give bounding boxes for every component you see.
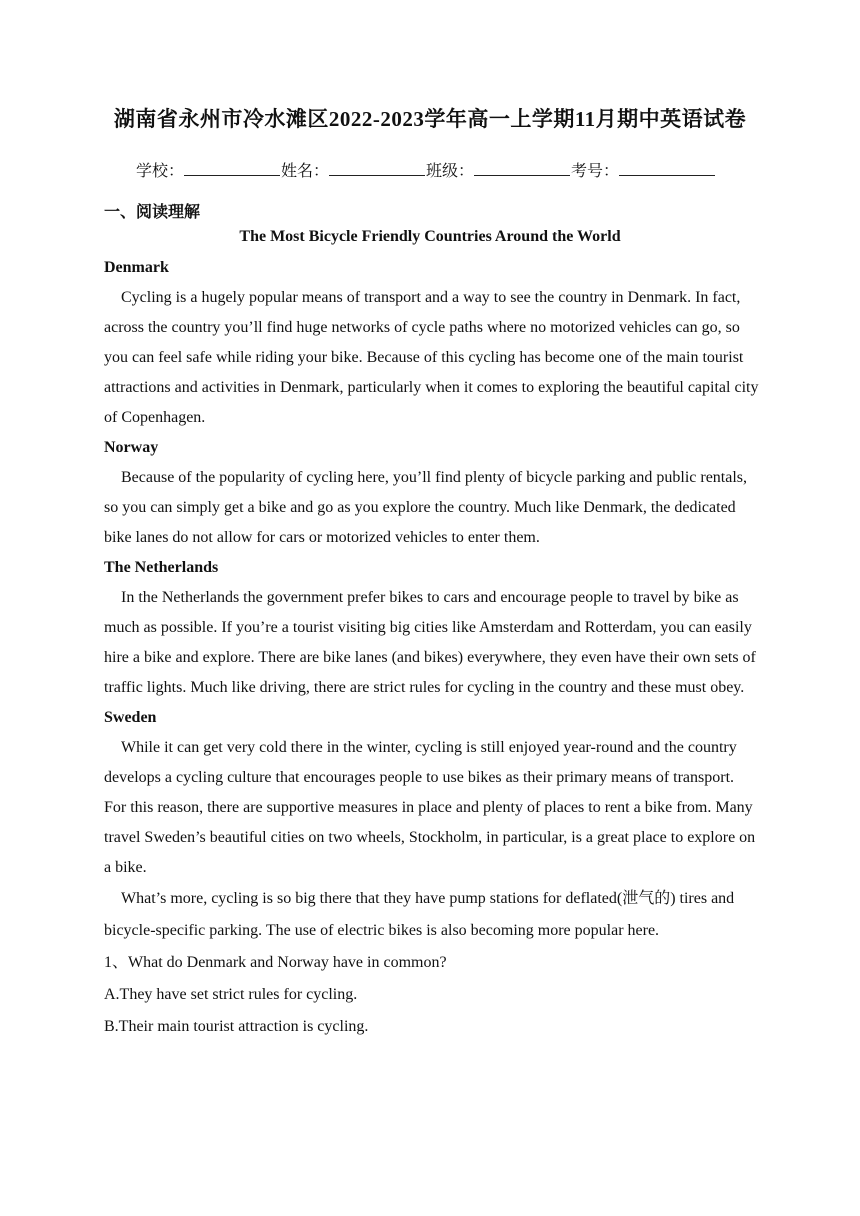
sweden-paragraph: While it can get very cold there in the winter, cycling is still enjoyed year-round and the country develops a cycling culture that encourages people to use bikes as their primary means of transport. For this reason, there are supportive measures in place and plenty of places to rent a bike from. Many travel Sweden’s beautiful cities on two wheels, Stockholm, in particular, is a great place to explore on a bike. — [104, 739, 756, 876]
class-blank — [474, 160, 570, 176]
student-info-line — [136, 160, 716, 184]
sweden-heading: Sweden — [104, 709, 157, 726]
school-blank — [184, 160, 280, 176]
denmark-heading: Denmark — [104, 259, 169, 276]
exam-number-blank — [619, 160, 715, 176]
netherlands-paragraph: In the Netherlands the government prefer bikes to cars and encourage people to travel by bike as much as possible. If you’re a tourist visiting big cities like Amsterdam and Rotterdam, you can easily hire a bike and explore. There are bike lanes (and bikes) everywhere, they even have their own sets of traffic lights. Much like driving, there are strict rules for cycling in the country and these must obey. — [104, 589, 756, 696]
article-title: The Most Bicycle Friendly Countries Around the World — [239, 228, 621, 245]
closing-paragraph: What’s more, cycling is so big there that they have pump stations for deflated(泄气的) tires and bicycle-specific parking. The use of electric bikes is also becoming more popular here. — [104, 890, 735, 939]
school-label: 学校： — [136, 163, 185, 180]
name-label: 姓名： — [281, 163, 330, 180]
exam-number-label: 考号： — [571, 163, 620, 180]
section-heading: 一、阅读理解 — [104, 204, 201, 221]
norway-paragraph: Because of the popularity of cycling here, you’ll find plenty of bicycle parking and public rentals, so you can simply get a bike and go as you explore the country. Much like Denmark, the dedicated bike lanes do not allow for cars or motorized vehicles to enter them. — [104, 469, 748, 546]
norway-heading: Norway — [104, 439, 159, 456]
article-body — [104, 253, 760, 1043]
exam-title: 湖南省永州市冷水滩区2022-2023学年高一上学期11月期中英语试卷 — [113, 107, 747, 131]
question-1-stem: 1、What do Denmark and Norway have in common? — [104, 954, 447, 971]
netherlands-heading: The Netherlands — [104, 559, 219, 576]
question-1-option-b: B.Their main tourist attraction is cycling. — [104, 1018, 369, 1035]
name-blank — [329, 160, 425, 176]
denmark-paragraph: Cycling is a hugely popular means of transport and a way to see the country in Denmark. In fact, across the country you’ll find huge networks of cycle paths where no motorized vehicles can go, so you can feel safe while riding your bike. Because of this cycling has become one of the main tourist attractions and activities in Denmark, particularly when it comes to exploring the beautiful capital city of Copenhagen. — [104, 289, 759, 426]
class-label: 班级： — [426, 163, 475, 180]
question-1-option-a: A.They have set strict rules for cycling. — [104, 986, 358, 1003]
